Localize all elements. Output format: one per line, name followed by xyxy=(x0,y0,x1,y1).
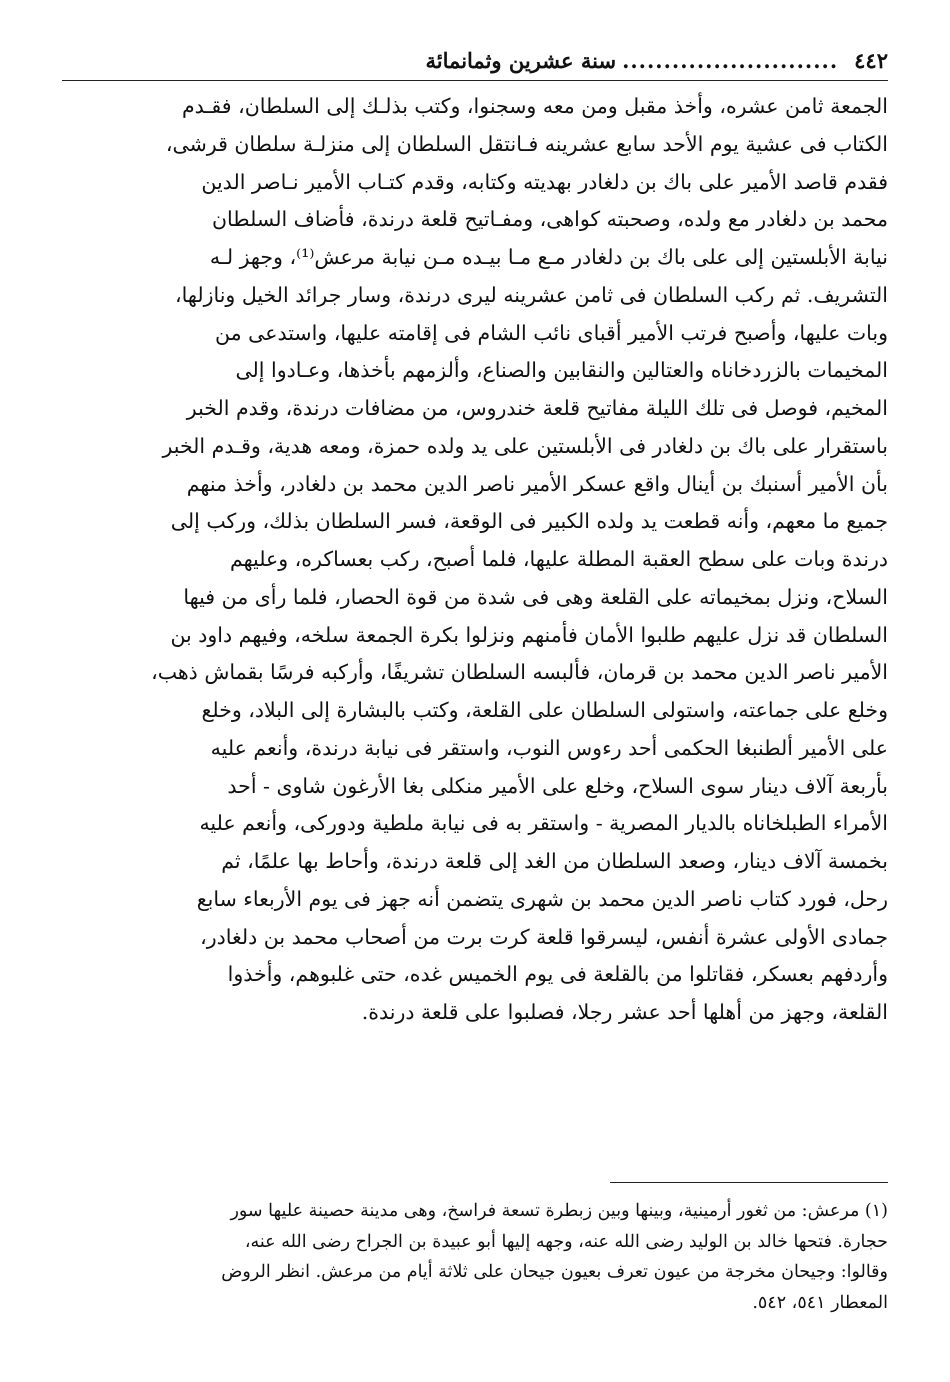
text-line: بأن الأمير أسنبك بن أينال واقع عسكر الأمير ناصر الدين محمد بن دلغادر، وأخذ منهم xyxy=(186,471,888,496)
text-line: الجمعة ثامن عشره، وأخذ مقبل ومن معه وسجنوا، وكتب بذلـك إلى السلطان، فقـدم xyxy=(181,94,888,118)
header-divider xyxy=(62,80,888,81)
text-line: باستقرار على باك بن دلغادر فى الأبلستين على يد ولده حمزة، ومعه هدية، وقـدم الخبر xyxy=(162,433,888,458)
text-line: وأردفهم بعسكر، فقاتلوا من بالقلعة فى يوم الخميس غده، حتى غلبوهم، وأخذوا xyxy=(227,962,888,987)
footnote-line: (١) مرعش: من ثغور أرمينية، وبينها وبين زبطرة تسعة فراسخ، وهى مدينة حصينة عليها سور xyxy=(230,1201,888,1221)
text-line: وبات عليها، وأصبح فرتب الأمير أقباى نائب الشام فى إقامته عليها، واستدعى من xyxy=(215,320,888,345)
text-line: المخيم، فوصل فى تلك الليلة مفاتيح قلعة خندروس، من مضافات درندة، وقدم الخبر xyxy=(186,396,888,420)
text-line: درندة وبات على سطح العقبة المطلة عليها، فلما أصبح، ركب بعساكره، وعليهم xyxy=(229,547,888,571)
text-line: السلطان قد نزل عليهم طلبوا الأمان فأمنهم ونزلوا بكرة الجمعة سلخه، وفيهم داود بن xyxy=(170,622,888,647)
text-line: محمد بن دلغادر مع ولده، وصحبته كواهى، ومفـاتيح قلعة درندة، فأضاف السلطان xyxy=(212,207,888,232)
footnote-line: حجارة. فتحها خالد بن الوليد رضى الله عنه، وجهه إليها أبو عبيدة بن الجراح رضى الله عنه، xyxy=(244,1231,888,1252)
text-line: السلاح، ونزل بمخيماته على القلعة وهى فى شدة من قوة الحصار، فلما رأى من فيها xyxy=(183,584,888,609)
footnote-line: المعطار ٥٤١، ٥٤٢. xyxy=(752,1292,888,1313)
text-line: جميع ما معهم، وأنه قطعت يد ولده الكبير فى الوقعة، فسر السلطان بذلك، وركب إلى xyxy=(170,509,888,534)
text-line: على الأمير ألطنبغا الحكمى أحد رءوس النوب، واستقر فى نيابة درندة، وأنعم عليه xyxy=(210,735,888,760)
footnote-line: وقالوا: وجيحان مخرجة من عيون تعرف بعيون جيحان على ثلاثة أيام من مرعش. انظر الروض xyxy=(221,1262,888,1282)
text-line: رحل، فورد كتاب ناصر الدين محمد بن شهرى يتضمن أنه جهز فى يوم الأربعاء سابع xyxy=(196,886,888,911)
text-line: المخيمات بالزردخاناه والعتالين والنقابين والصناع، وألزمهم بأخذها، وعـادوا إلى xyxy=(235,358,888,383)
text-line: الأمراء الطبلخاناه بالديار المصرية - واستقر به فى نيابة ملطية ودوركى، وأنعم عليه xyxy=(199,811,888,836)
text-line: نيابة الأبلستين إلى على باك بن دلغادر مـع مـا بيـده مـن نيابة مرعش⁽¹⁾، وجهز لـه xyxy=(209,245,888,269)
text-line: التشريف. ثم ركب السلطان فى ثامن عشرينه ليرى درندة، وسار جرائد الخيل ونازلها، xyxy=(175,282,888,307)
text-line: جمادى الأولى عشرة أنفس، ليسرقوا قلعة كرت برت من أصحاب محمد بن دلغادر، xyxy=(200,924,888,949)
header-leader-dots: .......................... xyxy=(622,47,839,73)
running-title: سنة عشرين وثمانمائة xyxy=(425,47,617,73)
main-text xyxy=(62,88,888,1032)
text-line: الكتاب فى عشية يوم الأحد سابع عشرينه فـانتقل السلطان إلى منزلـة سلطان قرشى، xyxy=(165,131,888,156)
text-line: الأمير ناصر الدين محمد بن قرمان، فألبسه السلطان تشريفًا، وأركبه فرسًا بقماش ذهب، xyxy=(151,660,888,685)
running-header xyxy=(62,40,888,80)
text-line: وخلع على جماعته، واستولى السلطان على القلعة، وكتب بالبشارة إلى البلاد، وخلع xyxy=(201,698,888,722)
text-line: القلعة، وجهز من أهلها أحد عشر رجلا، فصلبوا على قلعة درندة. xyxy=(361,1000,888,1024)
text-line: بأربعة آلاف دينار سوى السلاح، وخلع على الأمير منكلى بغا الأرغون شاوى - أحد xyxy=(227,773,888,798)
page-number: ٤٤٢ xyxy=(854,47,888,73)
text-line: فقدم قاصد الأمير على باك بن دلغادر بهديته وكتابه، وقدم كتـاب الأمير نـاصر الدين xyxy=(201,169,888,194)
text-line: بخمسة آلاف دينار، وصعد السلطان من الغد إلى قلعة درندة، وأحاط بها علمًا، ثم xyxy=(221,849,888,873)
footnote-divider xyxy=(610,1182,888,1183)
footnote xyxy=(62,1196,888,1318)
